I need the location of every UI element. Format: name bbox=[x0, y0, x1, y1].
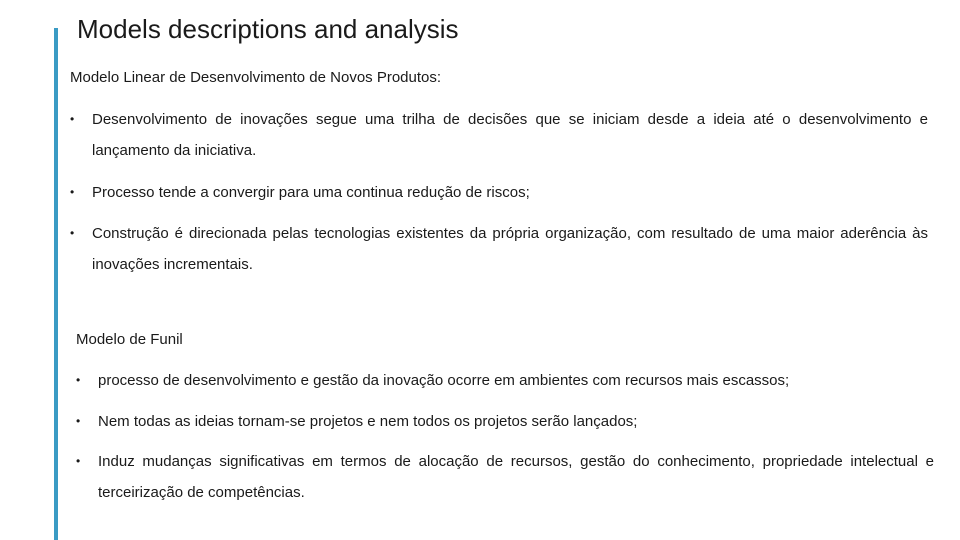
section-heading-text: Modelo Linear de Desenvolvimento de Novos Produtos bbox=[70, 69, 437, 86]
list-item bbox=[70, 177, 928, 208]
section-heading-linear-model bbox=[70, 69, 441, 86]
list-item bbox=[70, 218, 928, 280]
list-item bbox=[76, 406, 934, 437]
bullet-icon: • bbox=[70, 185, 75, 199]
list-item-text: Desenvolvimento de inovações segue uma trilha de decisões que se iniciam desde a ideia até o desenvolvimento e lançamento da iniciativa. bbox=[92, 111, 928, 159]
list-item bbox=[76, 446, 934, 508]
section-heading-text: Modelo de Funil bbox=[76, 331, 183, 348]
accent-bar bbox=[54, 28, 58, 540]
bullet-icon: • bbox=[70, 112, 75, 126]
section-heading-suffix: : bbox=[436, 69, 442, 86]
list-item-text: Induz mudanças significativas em termos de alocação de recursos, gestão do conhecimento, propriedade intelectual e terceirização de competências. bbox=[98, 453, 934, 501]
page-title: Models descriptions and analysis bbox=[77, 14, 459, 44]
list-item bbox=[70, 104, 928, 166]
section-heading-funnel-model bbox=[76, 331, 183, 348]
bullet-icon: • bbox=[70, 226, 75, 240]
bullet-icon: • bbox=[76, 414, 81, 428]
list-item-text: Processo tende a convergir para uma continua redução de riscos; bbox=[92, 184, 530, 201]
list-item-text: Nem todas as ideias tornam-se projetos e nem todos os projetos serão lançados; bbox=[98, 413, 638, 430]
list-item-text: processo de desenvolvimento e gestão da inovação ocorre em ambientes com recursos mais escassos; bbox=[98, 372, 790, 389]
bullet-icon: • bbox=[76, 373, 81, 387]
list-item bbox=[76, 365, 934, 396]
bullet-icon: • bbox=[76, 454, 81, 468]
list-item-text: Construção é direcionada pelas tecnologias existentes da própria organização, com resultado de uma maior aderência às inovações incrementais. bbox=[92, 225, 928, 273]
